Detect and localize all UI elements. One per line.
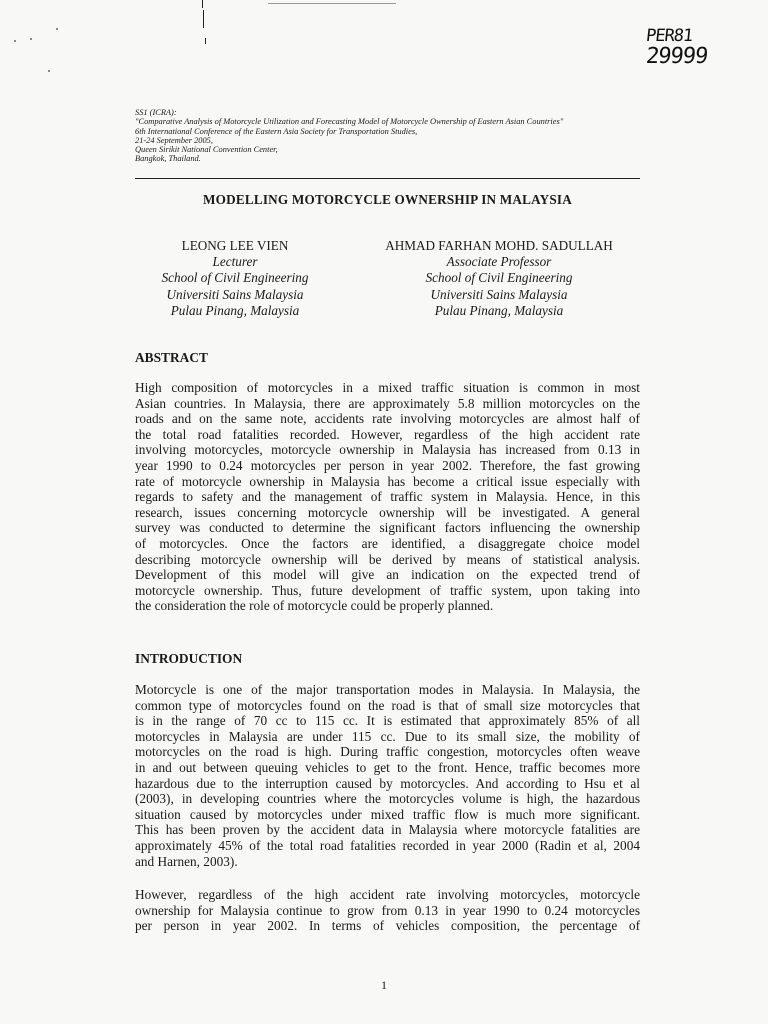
text-line: High composition of motorcycles in a mixed traffic situation is common in most [135,380,640,395]
conference-header-line: "Comparative Analysis of Motorcycle Utilization and Forecasting Model of Motorcycle Ownership of Eastern Asian Countries" [135,117,564,127]
author-block-1 [140,238,330,319]
text-line: roads and on the same note, accidents rate involving motorcycles are almost half of [135,411,640,427]
text-line: hazardous due to the interruption caused by motorcycles. And according to Hsu et al [135,775,640,791]
author-location: Pulau Pinang, Malaysia [170,302,300,318]
text-line: Asian countries. In Malaysia, there are approximately 5.8 million motorcycles on the [135,395,640,411]
scan-line-artifact [268,3,396,4]
text-line: survey was conducted to determine the significant factors influencing the ownership [135,520,640,536]
text-line: common type of motorcycles found on the road is that of small size motorcycles that [135,697,640,713]
text-line: involving motorcycles, motorcycle ownership in Malaysia has increased from 0.13 in [135,442,640,458]
author-block-2 [362,238,636,319]
text-line: motorcycles on the road is high. During traffic congestion, motorcycles often weave [135,744,640,760]
handwritten-annotation-line2: 29999 [644,44,709,69]
header-divider [135,178,640,179]
text-line: motorcycles in Malaysia are under 115 cc. Due to its small size, the mobility of [135,728,640,744]
author-role: Lecturer [212,254,258,270]
text-line: motorcycle ownership. Thus, future development of traffic system, upon taking into [135,582,640,598]
text-line: Motorcycle is one of the major transportation modes in Malaysia. In Malaysia, the [135,682,640,697]
conference-header [135,108,655,164]
author-location: Pulau Pinang, Malaysia [434,302,564,318]
conference-header-line: 21-24 September 2005, [135,135,213,145]
scan-mark [202,0,203,8]
author-department: School of Civil Engineering [425,270,573,286]
paper-title: MODELLING MOTORCYCLE OWNERSHIP IN MALAYSIA [203,192,572,207]
text-line: year 1990 to 0.24 motorcycles per person in year 2002. Therefore, the fast growing [135,457,640,473]
introduction-heading: INTRODUCTION [135,651,243,666]
introduction-paragraph-1 [135,682,640,869]
page-number: 1 [381,978,387,992]
text-line: of motorcycles. Once the factors are identified, a disaggregate choice model [135,535,640,551]
text-line: rate of motorcycle ownership in Malaysia has become a critical issue especially with [135,473,640,489]
conference-header-line: SS1 (ICRA): [135,108,177,117]
author-name: AHMAD FARHAN MOHD. SADULLAH [385,238,613,253]
text-line: research, issues concerning motorcycle ownership will be investigated. A general [135,504,640,520]
scan-speck [14,40,16,42]
text-line: (2003), in developing countries where the motorcycles volume is high, the hazardous [135,791,640,807]
conference-header-line: Queen Sirikit National Convention Center, [135,145,278,155]
handwritten-annotation-line1: PER81 [644,26,694,46]
text-line: is in the range of 70 cc to 115 cc. It is estimated that approximately 85% of all [135,713,640,729]
introduction-paragraph-2 [135,887,640,934]
text-line: ownership for Malaysia continue to grow from 0.13 in year 1990 to 0.24 motorcycles [135,902,640,918]
text-line: However, regardless of the high accident rate involving motorcycles, motorcycle [135,887,640,902]
text-line: This has been proven by the accident data in Malaysia where motorcycle fatalities are [135,822,640,838]
text-line: the total road fatalities recorded. However, regardless of the high accident rate [135,426,640,442]
conference-header-line: 6th International Conference of the Eastern Asia Society for Transportation Studies, [135,126,418,136]
author-department: School of Civil Engineering [161,270,309,286]
text-line: regards to safety and the management of traffic system in Malaysia. Hence, in this [135,489,640,505]
author-university: Universiti Sains Malaysia [166,286,304,302]
text-line: the consideration the role of motorcycle could be properly planned. [135,598,494,614]
scan-mark [205,38,206,44]
abstract-body [135,380,640,614]
scan-mark [203,10,204,28]
text-line: in and out between queuing vehicles to get to the front. Hence, traffic becomes more [135,759,640,775]
text-line: and Harnen, 2003). [135,853,238,869]
author-university: Universiti Sains Malaysia [430,286,568,302]
author-name: LEONG LEE VIEN [181,238,289,253]
text-line: situation caused by motorcycles under mixed traffic flow is much more significant. [135,806,640,822]
abstract-heading: ABSTRACT [135,350,208,365]
text-line: approximately 45% of the total road fatalities recorded in year 2000 (Radin et al, 2004 [135,837,640,853]
text-line: describing motorcycle ownership will be derived by means of statistical analysis. [135,551,640,567]
conference-header-line: Bangkok, Thailand. [135,154,201,164]
text-line: per person in year 2002. In terms of vehicles composition, the percentage of [135,918,640,934]
author-role: Associate Professor [446,254,552,270]
scan-speck [48,70,50,72]
text-line: Development of this model will give an indication on the expected trend of [135,567,640,583]
scan-speck [56,28,58,30]
scan-speck [30,38,32,40]
